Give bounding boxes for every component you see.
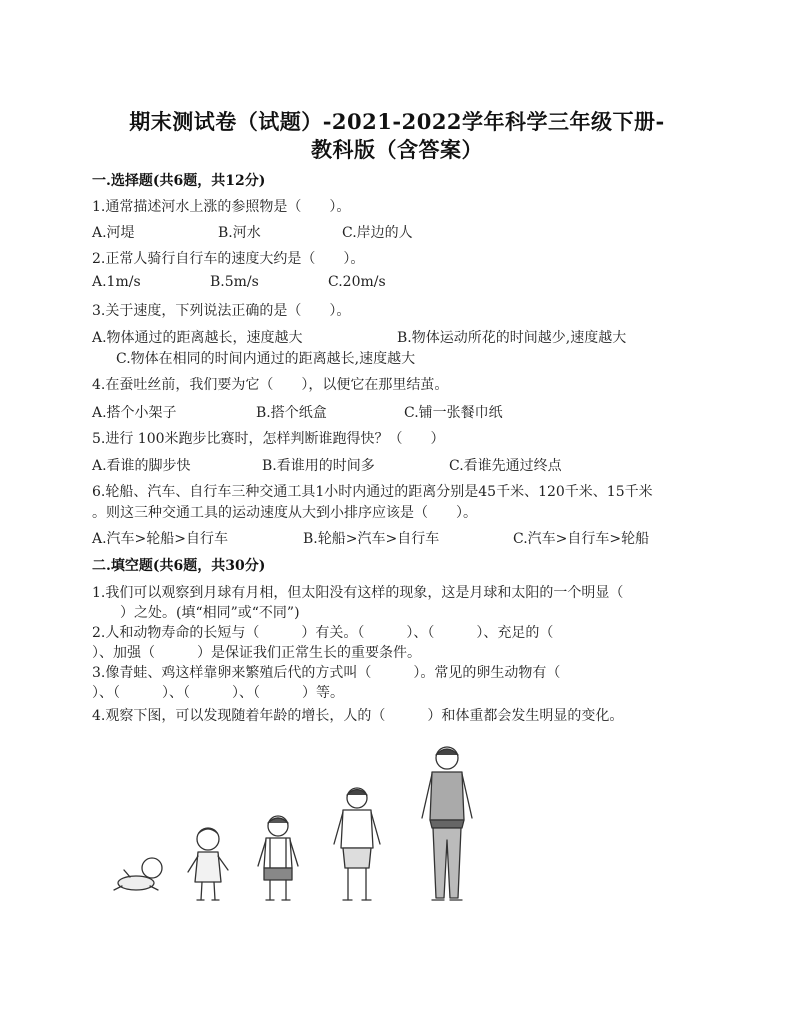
- fill-question-1-line-1: 1.我们可以观察到月球有月相，但太阳没有这样的现象，这是月球和太阳的一个明显（: [92, 585, 624, 601]
- question-4-option-c: C.铺一张餐巾纸: [404, 405, 503, 421]
- question-6-option-c: C.汽车>自行车>轮船: [513, 531, 650, 547]
- fill-question-2-line-2: ）、加强（ ）是保证我们正常生长的重要条件。: [92, 645, 421, 661]
- pre-teen-figure: [334, 788, 380, 900]
- fill-question-3-line-1: 3.像青蛙、鸡这样靠卵来繁殖后代的方式叫（ ）。常见的卵生动物有（: [92, 665, 561, 681]
- section-2-heading: 二.填空题(共6题，共30分): [92, 558, 266, 574]
- question-5-option-c: C.看谁先通过终点: [449, 458, 562, 474]
- question-1-option-c: C.岸边的人: [342, 225, 413, 241]
- question-2-option-b: B.5m/s: [210, 274, 259, 290]
- question-3-option-a: A.物体通过的距离越长，速度越大: [92, 330, 303, 346]
- fill-question-1-line-2: ）之处。(填“相同”或“不同”): [92, 605, 300, 621]
- question-6-stem-line-2: 。则这三种交通工具的运动速度从大到小排序应该是（ ）。: [92, 505, 477, 521]
- question-2-option-c: C.20m/s: [328, 274, 386, 290]
- human-growth-figure: [110, 740, 610, 910]
- question-6-option-a: A.汽车>轮船>自行车: [92, 531, 229, 547]
- question-3-option-b: B.物体运动所花的时间越少,速度越大: [397, 330, 627, 346]
- question-5-option-b: B.看谁用的时间多: [262, 458, 375, 474]
- toddler-figure: [188, 828, 228, 900]
- fill-question-3-line-2: ）、（ ）、（ ）、（ ）等。: [92, 685, 344, 701]
- question-5-stem: 5.进行 100米跑步比赛时，怎样判断谁跑得快？（ ）: [92, 431, 445, 447]
- fill-question-4-line-1: 4.观察下图，可以发现随着年龄的增长，人的（ ）和体重都会发生明显的变化。: [92, 708, 624, 724]
- question-4-stem: 4.在蚕吐丝前，我们要为它（ ），以便它在那里结茧。: [92, 377, 449, 393]
- question-1-option-b: B.河水: [218, 225, 261, 241]
- fill-question-2-line-1: 2.人和动物寿命的长短与（ ）有关。（ ）、（ ）、充足的（: [92, 625, 554, 641]
- adult-figure: [422, 747, 472, 900]
- question-4-option-b: B.搭个纸盒: [256, 405, 327, 421]
- question-6-stem-line-1: 6.轮船、汽车、自行车三种交通工具1小时内通过的距离分别是45千米、120千米、15千米: [92, 484, 653, 500]
- infant-figure: [114, 858, 162, 890]
- child-figure: [258, 816, 298, 900]
- question-2-option-a: A.1m/s: [92, 274, 141, 290]
- question-1-option-a: A.河堤: [92, 225, 135, 241]
- title-line-2: 教科版（含答案）: [311, 137, 483, 162]
- section-1-heading: 一.选择题(共6题，共12分): [92, 173, 266, 189]
- question-4-option-a: A.搭个小架子: [92, 405, 177, 421]
- title-line-1: 期末测试卷（试题）-2021-2022学年科学三年级下册-: [129, 109, 665, 134]
- question-3-stem: 3.关于速度，下列说法正确的是（ ）。: [92, 303, 351, 319]
- question-2-stem: 2.正常人骑行自行车的速度大约是（ ）。: [92, 251, 365, 267]
- question-1-stem: 1.通常描述河水上涨的参照物是（ ）。: [92, 199, 351, 215]
- question-6-option-b: B.轮船>汽车>自行车: [303, 531, 440, 547]
- question-3-option-c: C.物体在相同的时间内通过的距离越长,速度越大: [116, 351, 416, 367]
- question-5-option-a: A.看谁的脚步快: [92, 458, 191, 474]
